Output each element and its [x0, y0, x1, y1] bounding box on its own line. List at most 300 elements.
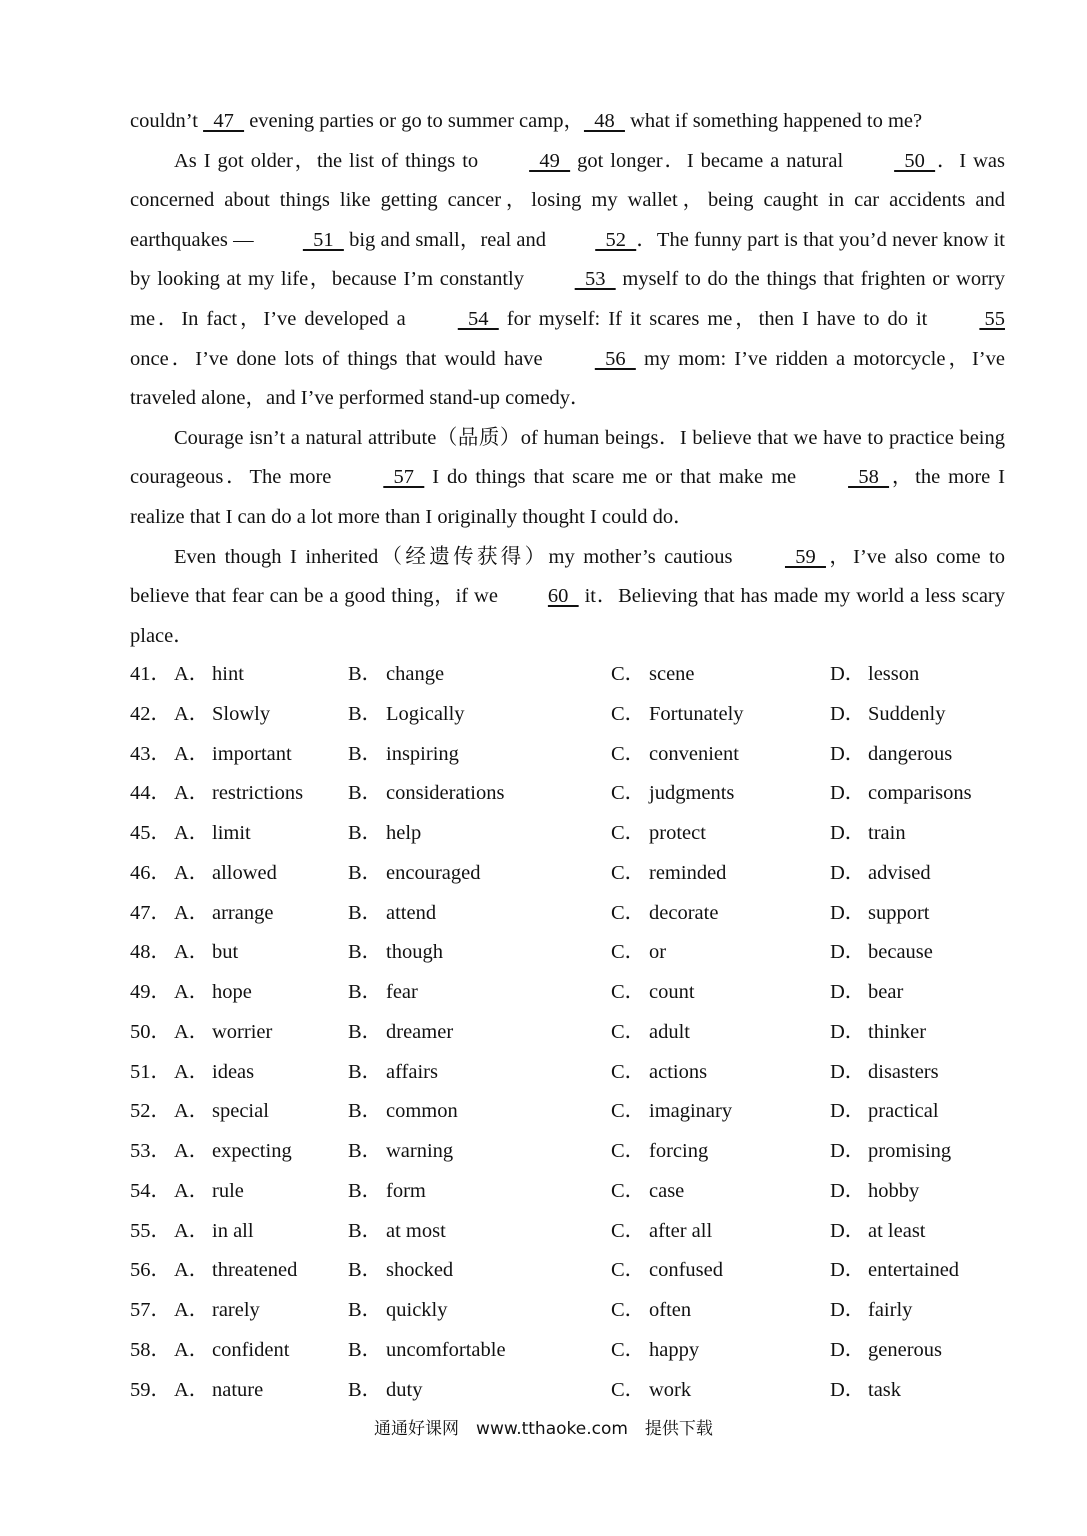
- option-letter: D．: [830, 901, 866, 924]
- option-text: at most: [386, 1219, 446, 1242]
- option-text: expecting: [212, 1140, 292, 1162]
- option-a: [174, 1291, 260, 1331]
- option-text: decorate: [649, 901, 719, 924]
- option-b: [348, 1251, 453, 1291]
- option-d: [830, 1251, 959, 1291]
- option-letter: D．: [830, 742, 866, 765]
- option-letter: D．: [830, 1140, 866, 1162]
- option-d: [830, 1172, 919, 1212]
- option-letter: B．: [348, 663, 383, 685]
- option-letter: A．: [174, 1259, 210, 1282]
- option-text: generous: [868, 1338, 943, 1361]
- passage-text: ．The funny part is that you’d never know it by looking at my life，because I’m constantly: [130, 228, 1006, 291]
- option-c: [611, 1172, 684, 1212]
- option-c: [611, 894, 718, 934]
- question-number: 46．: [130, 861, 171, 884]
- paragraph-4: [130, 538, 1005, 657]
- option-text: scene: [649, 663, 695, 685]
- passage-text: I do things that scare me or that make me: [424, 466, 805, 489]
- option-letter: D．: [830, 861, 866, 884]
- option-b: [348, 1371, 422, 1411]
- question-row: [130, 1013, 1030, 1053]
- option-c: [611, 655, 695, 695]
- option-c: [611, 695, 744, 735]
- option-b: [348, 814, 421, 854]
- option-text: hobby: [868, 1179, 920, 1202]
- option-letter: A．: [174, 663, 210, 685]
- option-a: [174, 1053, 254, 1093]
- blank-50: 50: [894, 149, 936, 172]
- passage-text: got longer．I became a natural: [570, 149, 851, 172]
- option-text: considerations: [386, 782, 505, 805]
- option-d: [830, 1013, 926, 1053]
- option-letter: D．: [830, 702, 866, 725]
- option-letter: A．: [174, 901, 210, 924]
- question-row: [130, 814, 1030, 854]
- option-text: dreamer: [386, 1020, 454, 1043]
- option-text: case: [649, 1179, 685, 1202]
- option-text: limit: [212, 822, 251, 844]
- question-number: 58．: [130, 1338, 171, 1361]
- option-letter: A．: [174, 941, 210, 964]
- option-letter: B．: [348, 1179, 383, 1202]
- option-text: advised: [868, 861, 931, 884]
- option-d: [830, 814, 906, 854]
- option-letter: A．: [174, 861, 210, 884]
- question-row: [130, 1291, 1030, 1331]
- option-letter: C．: [611, 861, 646, 884]
- option-a: [174, 1212, 254, 1252]
- option-d: [830, 1132, 951, 1172]
- cloze-passage: [130, 102, 1005, 656]
- option-text: after all: [649, 1219, 713, 1242]
- question-number: 55．: [130, 1219, 171, 1242]
- option-b: [348, 1172, 426, 1212]
- question-row: [130, 1371, 1030, 1411]
- option-text: or: [649, 941, 667, 964]
- option-d: [830, 1212, 926, 1252]
- option-a: [174, 814, 251, 854]
- passage-text: myself to do the things that frighten or worry me．In fact，I’ve developed a: [130, 268, 1006, 330]
- option-letter: C．: [611, 1378, 646, 1401]
- option-text: task: [868, 1378, 902, 1401]
- option-text: protect: [649, 822, 706, 844]
- option-text: dangerous: [868, 742, 953, 765]
- option-letter: B．: [348, 822, 383, 844]
- question-number: 53．: [130, 1140, 171, 1162]
- option-c: [611, 933, 666, 973]
- question-row: [130, 1251, 1030, 1291]
- option-letter: C．: [611, 1100, 646, 1123]
- option-c: [611, 735, 739, 775]
- option-letter: D．: [830, 1020, 866, 1043]
- passage-text: As I got older，the list of things to: [174, 149, 486, 172]
- option-text: help: [386, 822, 422, 844]
- option-letter: A．: [174, 1299, 210, 1321]
- option-letter: D．: [830, 822, 866, 844]
- option-letter: C．: [611, 1020, 646, 1043]
- option-text: duty: [386, 1378, 423, 1401]
- option-letter: A．: [174, 1060, 210, 1083]
- option-letter: A．: [174, 1140, 210, 1162]
- passage-text: once．I’ve done lots of things that would have: [130, 347, 551, 370]
- option-c: [611, 854, 726, 894]
- question-number: 43．: [130, 742, 171, 765]
- option-letter: B．: [348, 1100, 383, 1123]
- option-text: arrange: [212, 901, 274, 924]
- question-number: 44．: [130, 782, 171, 805]
- option-b: [348, 1291, 448, 1331]
- question-number: 57．: [130, 1299, 171, 1321]
- option-text: disasters: [868, 1060, 939, 1083]
- option-letter: B．: [348, 1140, 383, 1162]
- question-row: [130, 1331, 1030, 1371]
- option-text: rarely: [212, 1299, 260, 1321]
- option-text: special: [212, 1100, 269, 1123]
- option-a: [174, 774, 303, 814]
- blank-52: 52: [595, 228, 637, 251]
- option-letter: A．: [174, 1378, 210, 1401]
- option-text: confident: [212, 1338, 290, 1361]
- option-text: promising: [868, 1140, 952, 1162]
- passage-text: ，the more I realize that I can do a lot more than I originally thought I could do．: [130, 466, 1006, 528]
- blank-55: 55: [979, 307, 1005, 330]
- option-letter: B．: [348, 941, 383, 964]
- blank-47: 47: [203, 110, 245, 132]
- option-text: inspiring: [386, 742, 459, 765]
- option-d: [830, 1053, 939, 1093]
- option-letter: C．: [611, 742, 646, 765]
- option-letter: B．: [348, 1219, 383, 1242]
- question-number: 59．: [130, 1378, 171, 1401]
- option-text: but: [212, 941, 239, 964]
- option-letter: D．: [830, 941, 866, 964]
- option-letter: C．: [611, 901, 646, 924]
- question-number: 49．: [130, 981, 171, 1003]
- blank-56: 56: [594, 347, 636, 370]
- option-text: attend: [386, 901, 437, 924]
- option-letter: B．: [348, 981, 383, 1003]
- option-a: [174, 695, 270, 735]
- option-text: train: [868, 822, 906, 844]
- option-c: [611, 1132, 708, 1172]
- option-text: threatened: [212, 1259, 298, 1282]
- option-d: [830, 695, 945, 735]
- option-text: because: [868, 941, 933, 964]
- option-text: fairly: [868, 1299, 913, 1321]
- question-number: 41．: [130, 663, 171, 685]
- option-c: [611, 814, 706, 854]
- option-b: [348, 1331, 506, 1371]
- question-row: [130, 1132, 1030, 1172]
- passage-text: couldn’t: [130, 110, 204, 132]
- option-a: [174, 1172, 244, 1212]
- option-a: [174, 1132, 292, 1172]
- option-d: [830, 735, 952, 775]
- option-letter: C．: [611, 1060, 646, 1083]
- passage-text: Even though I inherited（经遗传获得）my mother’s cautious: [174, 545, 741, 568]
- option-letter: A．: [174, 822, 210, 844]
- option-b: [348, 735, 459, 775]
- option-text: shocked: [386, 1259, 454, 1282]
- option-letter: D．: [830, 1219, 866, 1242]
- option-d: [830, 894, 930, 934]
- option-text: thinker: [868, 1020, 927, 1043]
- option-letter: C．: [611, 822, 646, 844]
- option-a: [174, 735, 292, 775]
- option-text: nature: [212, 1378, 264, 1401]
- question-row: [130, 695, 1030, 735]
- option-b: [348, 1212, 446, 1252]
- option-a: [174, 1013, 272, 1053]
- passage-text: Courage isn’t a natural attribute（品质）of human beings．I believe that we have to practice being courageous．The more: [130, 426, 1005, 489]
- option-text: uncomfortable: [386, 1338, 506, 1361]
- question-number: 54．: [130, 1179, 171, 1202]
- option-letter: D．: [830, 1378, 866, 1401]
- option-letter: C．: [611, 1140, 646, 1162]
- option-letter: A．: [174, 1338, 210, 1361]
- option-letter: C．: [611, 1299, 646, 1321]
- option-text: form: [386, 1179, 426, 1202]
- question-row: [130, 854, 1030, 894]
- question-row: [130, 774, 1030, 814]
- option-letter: A．: [174, 1020, 210, 1043]
- option-c: [611, 1371, 691, 1411]
- option-letter: B．: [348, 742, 383, 765]
- option-c: [611, 1291, 691, 1331]
- option-text: often: [649, 1299, 692, 1321]
- option-letter: D．: [830, 663, 866, 685]
- option-letter: C．: [611, 663, 646, 685]
- option-text: lesson: [868, 663, 920, 685]
- blank-58: 58: [848, 466, 890, 489]
- passage-text: for myself: If it scares me，then I have to do it: [498, 307, 936, 330]
- paragraph-1: [130, 102, 1005, 142]
- option-text: allowed: [212, 861, 277, 884]
- option-b: [348, 1013, 453, 1053]
- option-d: [830, 933, 933, 973]
- option-text: affairs: [386, 1060, 438, 1083]
- passage-text: it．Believing that has made my world a less scary place．: [130, 585, 1005, 647]
- option-letter: B．: [348, 901, 383, 924]
- option-text: Slowly: [212, 702, 271, 725]
- option-letter: C．: [611, 702, 646, 725]
- option-d: [830, 1092, 939, 1132]
- blank-60: 60: [547, 585, 579, 608]
- option-letter: A．: [174, 702, 210, 725]
- option-a: [174, 655, 244, 695]
- option-b: [348, 854, 480, 894]
- option-letter: C．: [611, 1179, 646, 1202]
- option-letter: B．: [348, 1378, 383, 1401]
- option-letter: B．: [348, 861, 383, 884]
- option-a: [174, 933, 238, 973]
- option-b: [348, 1053, 438, 1093]
- blank-48: 48: [583, 110, 625, 132]
- option-c: [611, 1092, 732, 1132]
- option-text: judgments: [649, 782, 735, 805]
- option-text: ideas: [212, 1060, 255, 1083]
- paragraph-2: [130, 142, 1005, 419]
- passage-text: what if something happened to me?: [624, 110, 923, 132]
- question-row: [130, 973, 1030, 1013]
- question-row: [130, 933, 1030, 973]
- option-text: common: [386, 1100, 458, 1123]
- option-text: in all: [212, 1219, 254, 1242]
- option-a: [174, 1092, 269, 1132]
- option-text: count: [649, 981, 695, 1003]
- option-c: [611, 1013, 690, 1053]
- option-a: [174, 854, 277, 894]
- blank-49: 49: [529, 149, 571, 172]
- option-letter: C．: [611, 1219, 646, 1242]
- passage-text: my mom: I’ve ridden a motorcycle，I’ve traveled alone，and I’ve performed stand-up comedy．: [130, 347, 1005, 410]
- option-a: [174, 1331, 289, 1371]
- question-row: [130, 1092, 1030, 1132]
- option-b: [348, 1132, 453, 1172]
- question-number: 45．: [130, 822, 171, 844]
- option-text: rule: [212, 1179, 244, 1202]
- option-text: warning: [386, 1140, 454, 1162]
- option-text: happy: [649, 1338, 700, 1361]
- option-letter: B．: [348, 702, 383, 725]
- question-number: 50．: [130, 1020, 171, 1043]
- option-c: [611, 1251, 723, 1291]
- option-letter: D．: [830, 1100, 866, 1123]
- footer-credit: 通通好课网 www.tthaoke.com 提供下载: [374, 1419, 713, 1439]
- question-options-list: [130, 655, 1030, 1410]
- option-letter: A．: [174, 1219, 210, 1242]
- option-letter: A．: [174, 742, 210, 765]
- option-text: convenient: [649, 742, 739, 765]
- passage-text: evening parties or go to summer camp，: [244, 110, 584, 132]
- question-number: 52．: [130, 1100, 171, 1123]
- option-c: [611, 774, 734, 814]
- option-letter: C．: [611, 782, 646, 805]
- option-text: hint: [212, 663, 244, 685]
- option-text: Fortunately: [649, 702, 744, 725]
- option-text: forcing: [649, 1140, 709, 1162]
- option-letter: A．: [174, 1179, 210, 1202]
- option-letter: A．: [174, 782, 210, 805]
- option-b: [348, 655, 444, 695]
- option-b: [348, 894, 436, 934]
- question-number: 48．: [130, 941, 171, 964]
- option-letter: D．: [830, 1060, 866, 1083]
- option-c: [611, 1212, 712, 1252]
- option-d: [830, 655, 919, 695]
- option-letter: C．: [611, 1338, 646, 1361]
- option-a: [174, 894, 273, 934]
- option-c: [611, 973, 695, 1013]
- question-row: [130, 894, 1030, 934]
- option-text: actions: [649, 1060, 708, 1083]
- option-text: imaginary: [649, 1100, 733, 1123]
- option-text: important: [212, 742, 292, 765]
- question-row: [130, 655, 1030, 695]
- question-number: 56．: [130, 1259, 171, 1282]
- option-letter: D．: [830, 1338, 866, 1361]
- option-text: entertained: [868, 1259, 960, 1282]
- option-letter: D．: [830, 981, 866, 1003]
- option-letter: B．: [348, 1299, 383, 1321]
- blank-54: 54: [457, 307, 499, 330]
- option-letter: C．: [611, 941, 646, 964]
- question-row: [130, 1053, 1030, 1093]
- blank-57: 57: [383, 466, 425, 489]
- question-row: [130, 735, 1030, 775]
- option-letter: D．: [830, 1299, 866, 1321]
- option-text: fear: [386, 981, 418, 1003]
- option-d: [830, 854, 931, 894]
- question-number: 51．: [130, 1060, 171, 1083]
- option-b: [348, 774, 504, 814]
- option-a: [174, 1251, 297, 1291]
- option-text: hope: [212, 981, 252, 1003]
- question-row: [130, 1212, 1030, 1252]
- passage-text: big and small，real and: [343, 228, 552, 251]
- blank-53: 53: [574, 268, 616, 291]
- option-text: bear: [868, 981, 904, 1003]
- option-text: practical: [868, 1100, 939, 1123]
- option-letter: B．: [348, 1338, 383, 1361]
- question-number: 42．: [130, 702, 171, 725]
- option-b: [348, 973, 418, 1013]
- option-d: [830, 1291, 912, 1331]
- option-text: adult: [649, 1020, 690, 1043]
- option-b: [348, 1092, 458, 1132]
- option-text: work: [649, 1378, 692, 1401]
- option-d: [830, 774, 972, 814]
- option-letter: D．: [830, 1259, 866, 1282]
- option-text: Logically: [386, 702, 465, 725]
- option-letter: C．: [611, 981, 646, 1003]
- option-c: [611, 1053, 707, 1093]
- option-a: [174, 973, 252, 1013]
- option-letter: D．: [830, 1179, 866, 1202]
- question-number: 47．: [130, 901, 171, 924]
- paragraph-3: [130, 419, 1005, 538]
- option-letter: D．: [830, 782, 866, 805]
- passage-text: ，I’ve also come to believe that fear can be a good thing，if we: [130, 545, 1005, 608]
- option-letter: C．: [611, 1259, 646, 1282]
- option-text: though: [386, 941, 443, 964]
- option-d: [830, 1371, 901, 1411]
- option-letter: B．: [348, 1020, 383, 1043]
- option-text: change: [386, 663, 445, 685]
- option-text: at least: [868, 1219, 926, 1242]
- option-text: Suddenly: [868, 702, 946, 725]
- question-row: [130, 1172, 1030, 1212]
- option-text: comparisons: [868, 782, 972, 805]
- option-text: restrictions: [212, 782, 304, 805]
- option-b: [348, 933, 443, 973]
- option-a: [174, 1371, 263, 1411]
- option-text: confused: [649, 1259, 724, 1282]
- option-c: [611, 1331, 699, 1371]
- option-letter: B．: [348, 1259, 383, 1282]
- option-letter: B．: [348, 1060, 383, 1083]
- passage-text: ．I was concerned about things like getting cancer，losing my wallet，being caught in car accidents and earthquakes —: [130, 149, 1005, 251]
- option-text: encouraged: [386, 861, 481, 884]
- option-b: [348, 695, 465, 735]
- blank-51: 51: [302, 228, 344, 251]
- option-text: quickly: [386, 1299, 448, 1321]
- option-letter: A．: [174, 981, 210, 1003]
- option-letter: A．: [174, 1100, 210, 1123]
- option-d: [830, 1331, 942, 1371]
- option-d: [830, 973, 903, 1013]
